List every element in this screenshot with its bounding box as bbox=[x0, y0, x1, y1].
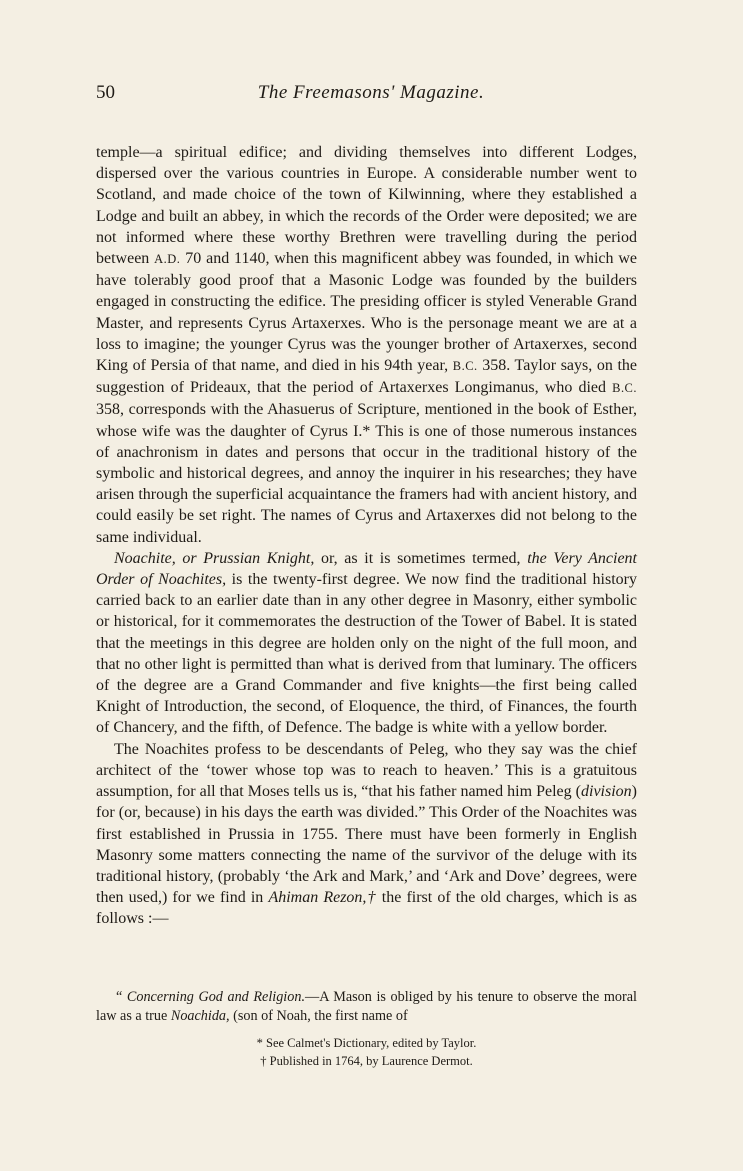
quote-text-1: “ bbox=[116, 989, 127, 1005]
p1-era-1: A.D. bbox=[154, 252, 181, 267]
p2-text-1: or, as it is sometimes termed, bbox=[314, 549, 528, 567]
quote-text-2: —A Mason is obliged by his tenure to observe the moral law as a true bbox=[96, 989, 637, 1024]
p2-italic-1: Noachite, or Prussian Knight, bbox=[114, 549, 315, 567]
p1-text-2: 70 and 1140, when this magnificent abbey was founded, in which we have tolerably good proof that a Masonic Lodge was founded by the builders engaged in constructing the edifice. The presiding officer is styled Venerable Grand Master, and represents Cyrus Artaxerxes. Who is the personage meant we are at a loss to imagine; the younger Cyrus was the younger brother of Artaxerxes, second King of Persia of that name, and died in his 94th year, bbox=[96, 250, 637, 375]
p1-era-2: B.C. bbox=[452, 359, 478, 374]
p1-text-3: 358. Taylor says, on the suggestion of Prideaux, that the period of Artaxerxes Longimanus, who died bbox=[96, 357, 638, 397]
p1-text-4: 358, corresponds with the Ahasuerus of Scripture, mentioned in the book of Esther, whose wife was the daughter of Cyrus I.* This is one of those numerous instances of anachronism in dates and persons that occur in the traditional history of the symbolic and historical degrees, and annoy the inquirer in his researches; they have arisen through the superficial acquaintance the framers had with ancient history, and could easily be set right. The names of Cyrus and Artaxerxes did not belong to the same individual. bbox=[96, 401, 637, 546]
article-body bbox=[96, 142, 637, 930]
p3-italic-2: Ahiman Rezon,† bbox=[268, 889, 377, 907]
quote-italic-2: Noachida, bbox=[170, 1008, 230, 1024]
paragraph-2 bbox=[96, 548, 637, 739]
running-title: The Freemasons' Magazine. bbox=[257, 82, 485, 103]
p2-italic-2: the Very Ancient Order of Noachites, bbox=[96, 549, 637, 589]
p3-text-3: the first of the old charges, which is as follows :— bbox=[96, 889, 638, 928]
footnotes bbox=[96, 1034, 637, 1070]
p1-text-1: temple—a spiritual edifice; and dividing themselves into different Lodges, dispersed over the various countries in Europe. A considerable number went to Scotland, and made choice of the town of Kilwinning, where they established a Lodge and built an abbey, in which the records of the Order were deposited; we are not informed where these worthy Brethren were travelling during the period between bbox=[96, 144, 637, 268]
p2-text-2: is the twenty-first degree. We now find the traditional history carried back to an earlier date than in any other degree in Masonry, either symbolic or historical, for it commemorates the destruction of the Tower of Babel. It is stated that the meetings in this degree are holden only on the night of the full moon, and that no other light is permitted than what is derived from that luminary. The officers of the degree are a Grand Commander and five knights—the first being called Knight of Introduction, the second, of Eloquence, the third, of Finances, the fourth of Chancery, and the fifth, of Defence. The badge is white with a yellow border. bbox=[96, 571, 637, 737]
paragraph-1 bbox=[96, 142, 637, 548]
p3-text-1: The Noachites profess to be descendants of Peleg, who they say was the chief architect of the ‘tower whose top was to reach to heaven.’ This is a gratuitous assumption, for all that Moses tells us is, “that his father named him Peleg ( bbox=[96, 740, 637, 801]
footnote-1: * See Calmet's Dictionary, edited by Taylor. bbox=[256, 1036, 477, 1050]
quote-text-3: (son of Noah, the first name of bbox=[229, 1008, 408, 1024]
p3-text-2: ) for (or, because) in his days the earth was divided.” This Order of the Noachites was first established in Prussia in 1755. There must have been formerly in English Masonry some matters connecting the name of the survivor of the deluge with its traditional history, (probably ‘the Ark and Mark,’ and ‘Ark and Dove’ degrees, were then used,) for we find in bbox=[96, 783, 637, 907]
page-number: 50 bbox=[96, 82, 115, 103]
quote-italic-1: Concerning God and Religion. bbox=[126, 989, 305, 1005]
footnote-2: † Published in 1764, by Laurence Dermot. bbox=[260, 1054, 473, 1068]
block-quote bbox=[96, 988, 637, 1026]
page-header bbox=[96, 82, 646, 114]
p1-era-3: B.C. bbox=[612, 381, 637, 396]
p3-italic-1: division bbox=[581, 783, 632, 801]
paragraph-3 bbox=[96, 739, 637, 930]
